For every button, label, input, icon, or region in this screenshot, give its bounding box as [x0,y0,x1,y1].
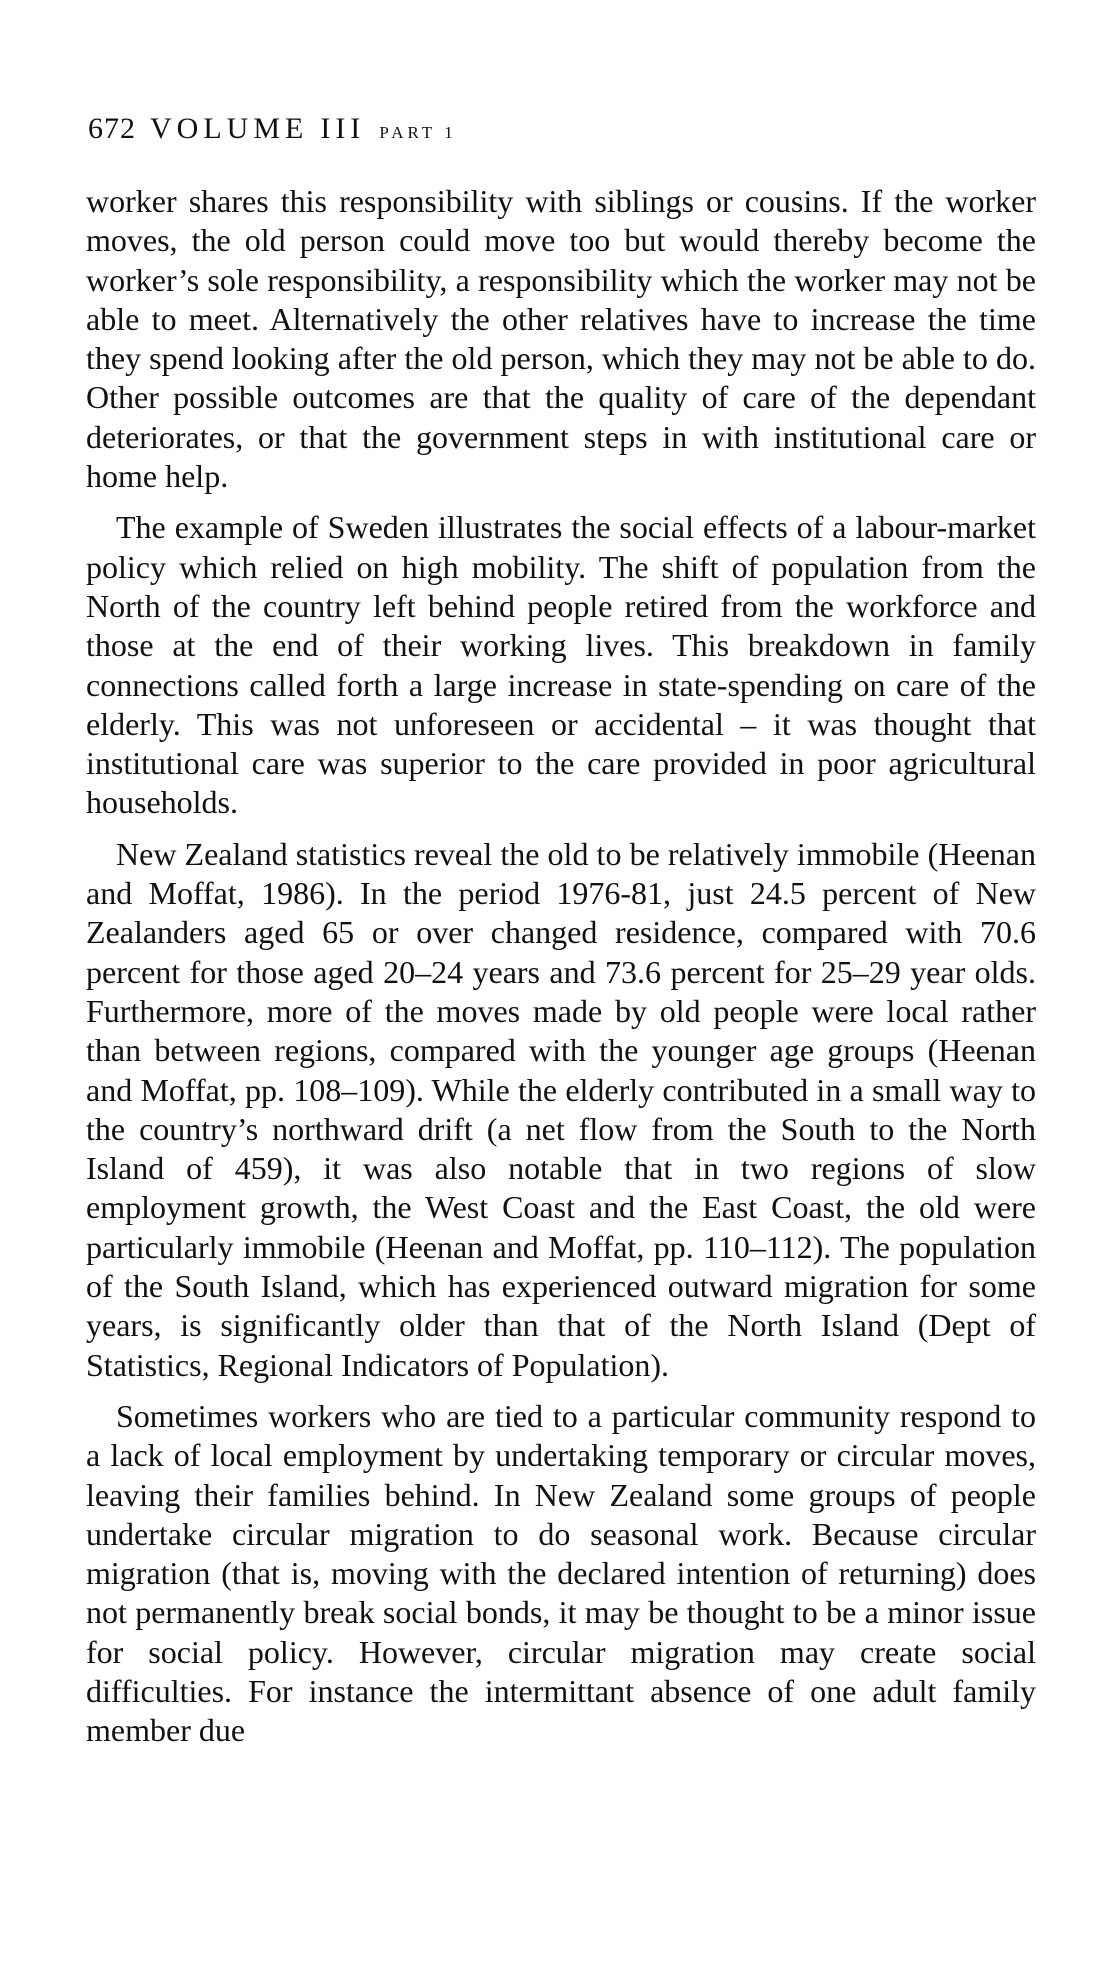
part-number: 1 [444,123,458,142]
paragraph-new-zealand-statistics: New Zealand statistics reveal the old to be relatively immobile (Heenan and Moffat, 1986). In the period 1976-81, just 24.5 percent of New Zealanders aged 65 or over changed residence, compared with 70.6 percent for those aged 20–24 years and 73.6 percent for 25–29 year olds. Furthermore, more of the moves made by old people were local rather than between regions, compared with the younger age groups (Heenan and Moffat, pp. 108–109). While the elderly contributed in a small way to the country’s northward drift (a net flow from the South to the North Island of 459), it was also notable that in two regions of slow employment growth, the West Coast and the East Coast, the old were particularly immobile (Heenan and Moffat, pp. 110–112). The population of the South Island, which has experienced outward migration for some years, is significantly older than that of the North Island (Dept of Statistics, Regional Indicators of Population). [86,835,1036,1383]
page-number: 672 [88,112,136,145]
volume-number: III [320,112,366,145]
body-text [86,182,1036,1763]
paragraph-circular-migration: Sometimes workers who are tied to a particular community respond to a lack of local employment by undertaking temporary or circular moves, leaving their families behind. In New Zealand some groups of people undertake circular migration to do seasonal work. Because circular migration (that is, moving with the declared intention of returning) does not permanently break social bonds, it may be thought to be a minor issue for social policy. However, circular migration may create social difficulties. For instance the intermittant absence of one adult family member due [86,1397,1036,1749]
paragraph-sweden: The example of Sweden illustrates the social effects of a labour-market policy which relied on high mobility. The shift of population from the North of the country left behind people retired from the workforce and those at the end of their working lives. This breakdown in family connections called forth a large increase in state-spending on care of the elderly. This was not unforeseen or accidental – it was thought that institutional care was superior to the care provided in poor agricultural households. [86,509,1036,821]
volume-label: VOLUME [150,112,309,145]
running-header [88,114,458,144]
part-label: PART [379,123,437,142]
paragraph-continued: worker shares this responsibility with siblings or cousins. If the worker moves, the old person could move too but would thereby become the worker’s sole responsibility, a responsibility which the worker may not be able to meet. Alternatively the other relatives have to increase the time they spend looking after the old person, which they may not be able to do. Other possible outcomes are that the quality of care of the dependant deteriorates, or that the government steps in with institutional care or home help. [86,183,1036,495]
